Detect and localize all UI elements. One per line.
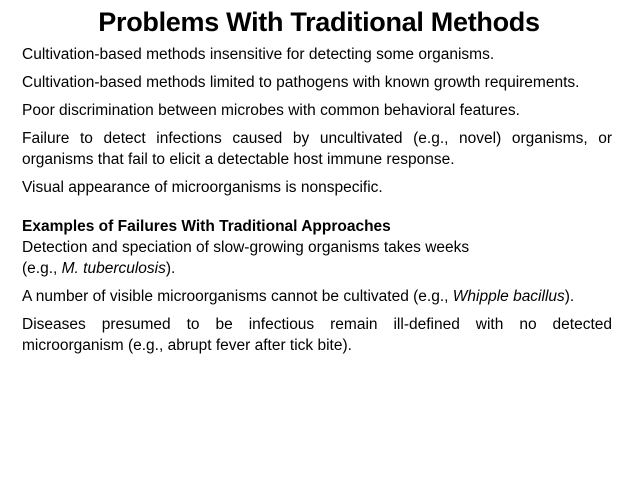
example-item-1-line-1: Detection and speciation of slow-growing organisms takes weeks xyxy=(22,239,470,256)
example-item-1-suffix: ). xyxy=(165,260,176,277)
problem-item-2: Cultivation-based methods limited to pathogens with known growth requirements. xyxy=(22,74,580,91)
problem-item-1: Cultivation-based methods insensitive for detecting some organisms. xyxy=(22,46,495,63)
slide-title: Problems With Traditional Methods xyxy=(98,7,540,37)
example-item-2 xyxy=(22,286,612,307)
example-item-3: Diseases presumed to be infectious remain ill-defined with no detected microorganism (e.g., abrupt fever after tick bite). xyxy=(22,316,612,354)
organism-name: M. tuberculosis xyxy=(61,260,166,277)
examples-heading: Examples of Failures With Traditional Approaches xyxy=(22,218,391,235)
slide-body xyxy=(22,44,612,363)
problem-item-3: Poor discrimination between microbes with common behavioral features. xyxy=(22,102,520,119)
example-item-1-line-2 xyxy=(22,258,612,279)
example-item-2-prefix: A number of visible microorganisms cannot be cultivated (e.g., xyxy=(22,288,453,305)
example-item-1 xyxy=(22,237,612,279)
organism-name: Whipple bacillus xyxy=(452,288,565,305)
example-item-1-prefix: (e.g., xyxy=(22,260,62,277)
example-item-2-suffix: ). xyxy=(564,288,575,305)
problem-item-5: Visual appearance of microorganisms is nonspecific. xyxy=(22,179,383,196)
problem-item-4: Failure to detect infections caused by uncultivated (e.g., novel) organisms, or organisms that fail to elicit a detectable host immune response. xyxy=(22,130,612,168)
